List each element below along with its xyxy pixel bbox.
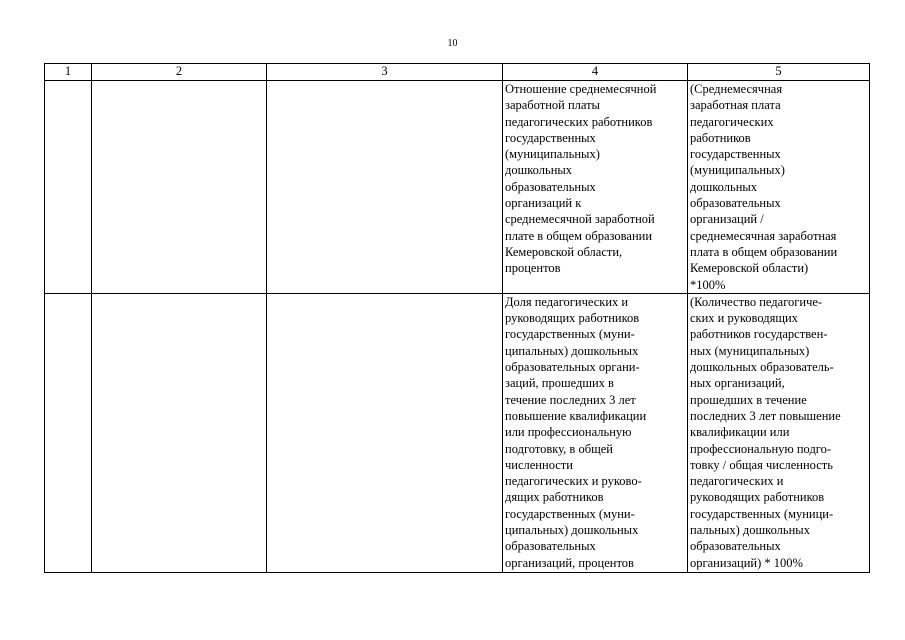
table-cell-col3 [267, 81, 503, 294]
indicator-formula-text: (Количество педагогиче- ских и руководящих работников государствен- ных (муниципальных) дошкольных образователь- ных организаций, прошедших в течение последних 3 лет повышение квалификации или профессиональную подго- товку / общая численность педагогических и руководящих работников государственных (муници- пальных) дошкольных образовательных организаций) * 100% [690, 294, 841, 570]
indicator-formula-cell [688, 293, 870, 572]
column-header-4: 4 [503, 64, 688, 81]
table-cell-col2 [92, 81, 267, 294]
table-cell-col2 [92, 293, 267, 572]
indicator-name-text: Отношение среднемесячной заработной платы педагогических работников государственных (муниципальных) дошкольных образовательных организаций к среднемесячной заработной плате в общем образовании Кемеровской области, процентов [505, 82, 657, 276]
table-cell-col3 [267, 293, 503, 572]
table-row [45, 293, 870, 572]
column-header-5: 5 [688, 64, 870, 81]
indicator-formula-text: (Среднемесячная заработная плата педагогических работников государственных (муниципальных) дошкольных образовательных организаций / среднемесячная заработная плата в общем образовании Кемеровской области) *100% [690, 82, 838, 292]
table-row [45, 81, 870, 294]
table-header-row [45, 64, 870, 81]
column-header-2: 2 [92, 64, 267, 81]
indicator-name-cell [503, 81, 688, 294]
table-cell-col1 [45, 81, 92, 294]
column-header-1: 1 [45, 64, 92, 81]
table-cell-col1 [45, 293, 92, 572]
indicator-formula-cell [688, 81, 870, 294]
indicator-name-cell [503, 293, 688, 572]
column-header-3: 3 [267, 64, 503, 81]
indicators-table [44, 63, 870, 573]
page-number: 10 [447, 38, 458, 49]
indicator-name-text: Доля педагогических и руководящих работников государственных (муни- ципальных) дошкольных образовательных органи- заций, прошедших в течение последних 3 лет повышение квалификации или профессиональную подготовку, в общей численности педагогических и руково- дящих работников государственных (муни- ципальных) дошкольных образовательных организаций, процентов [505, 294, 647, 570]
